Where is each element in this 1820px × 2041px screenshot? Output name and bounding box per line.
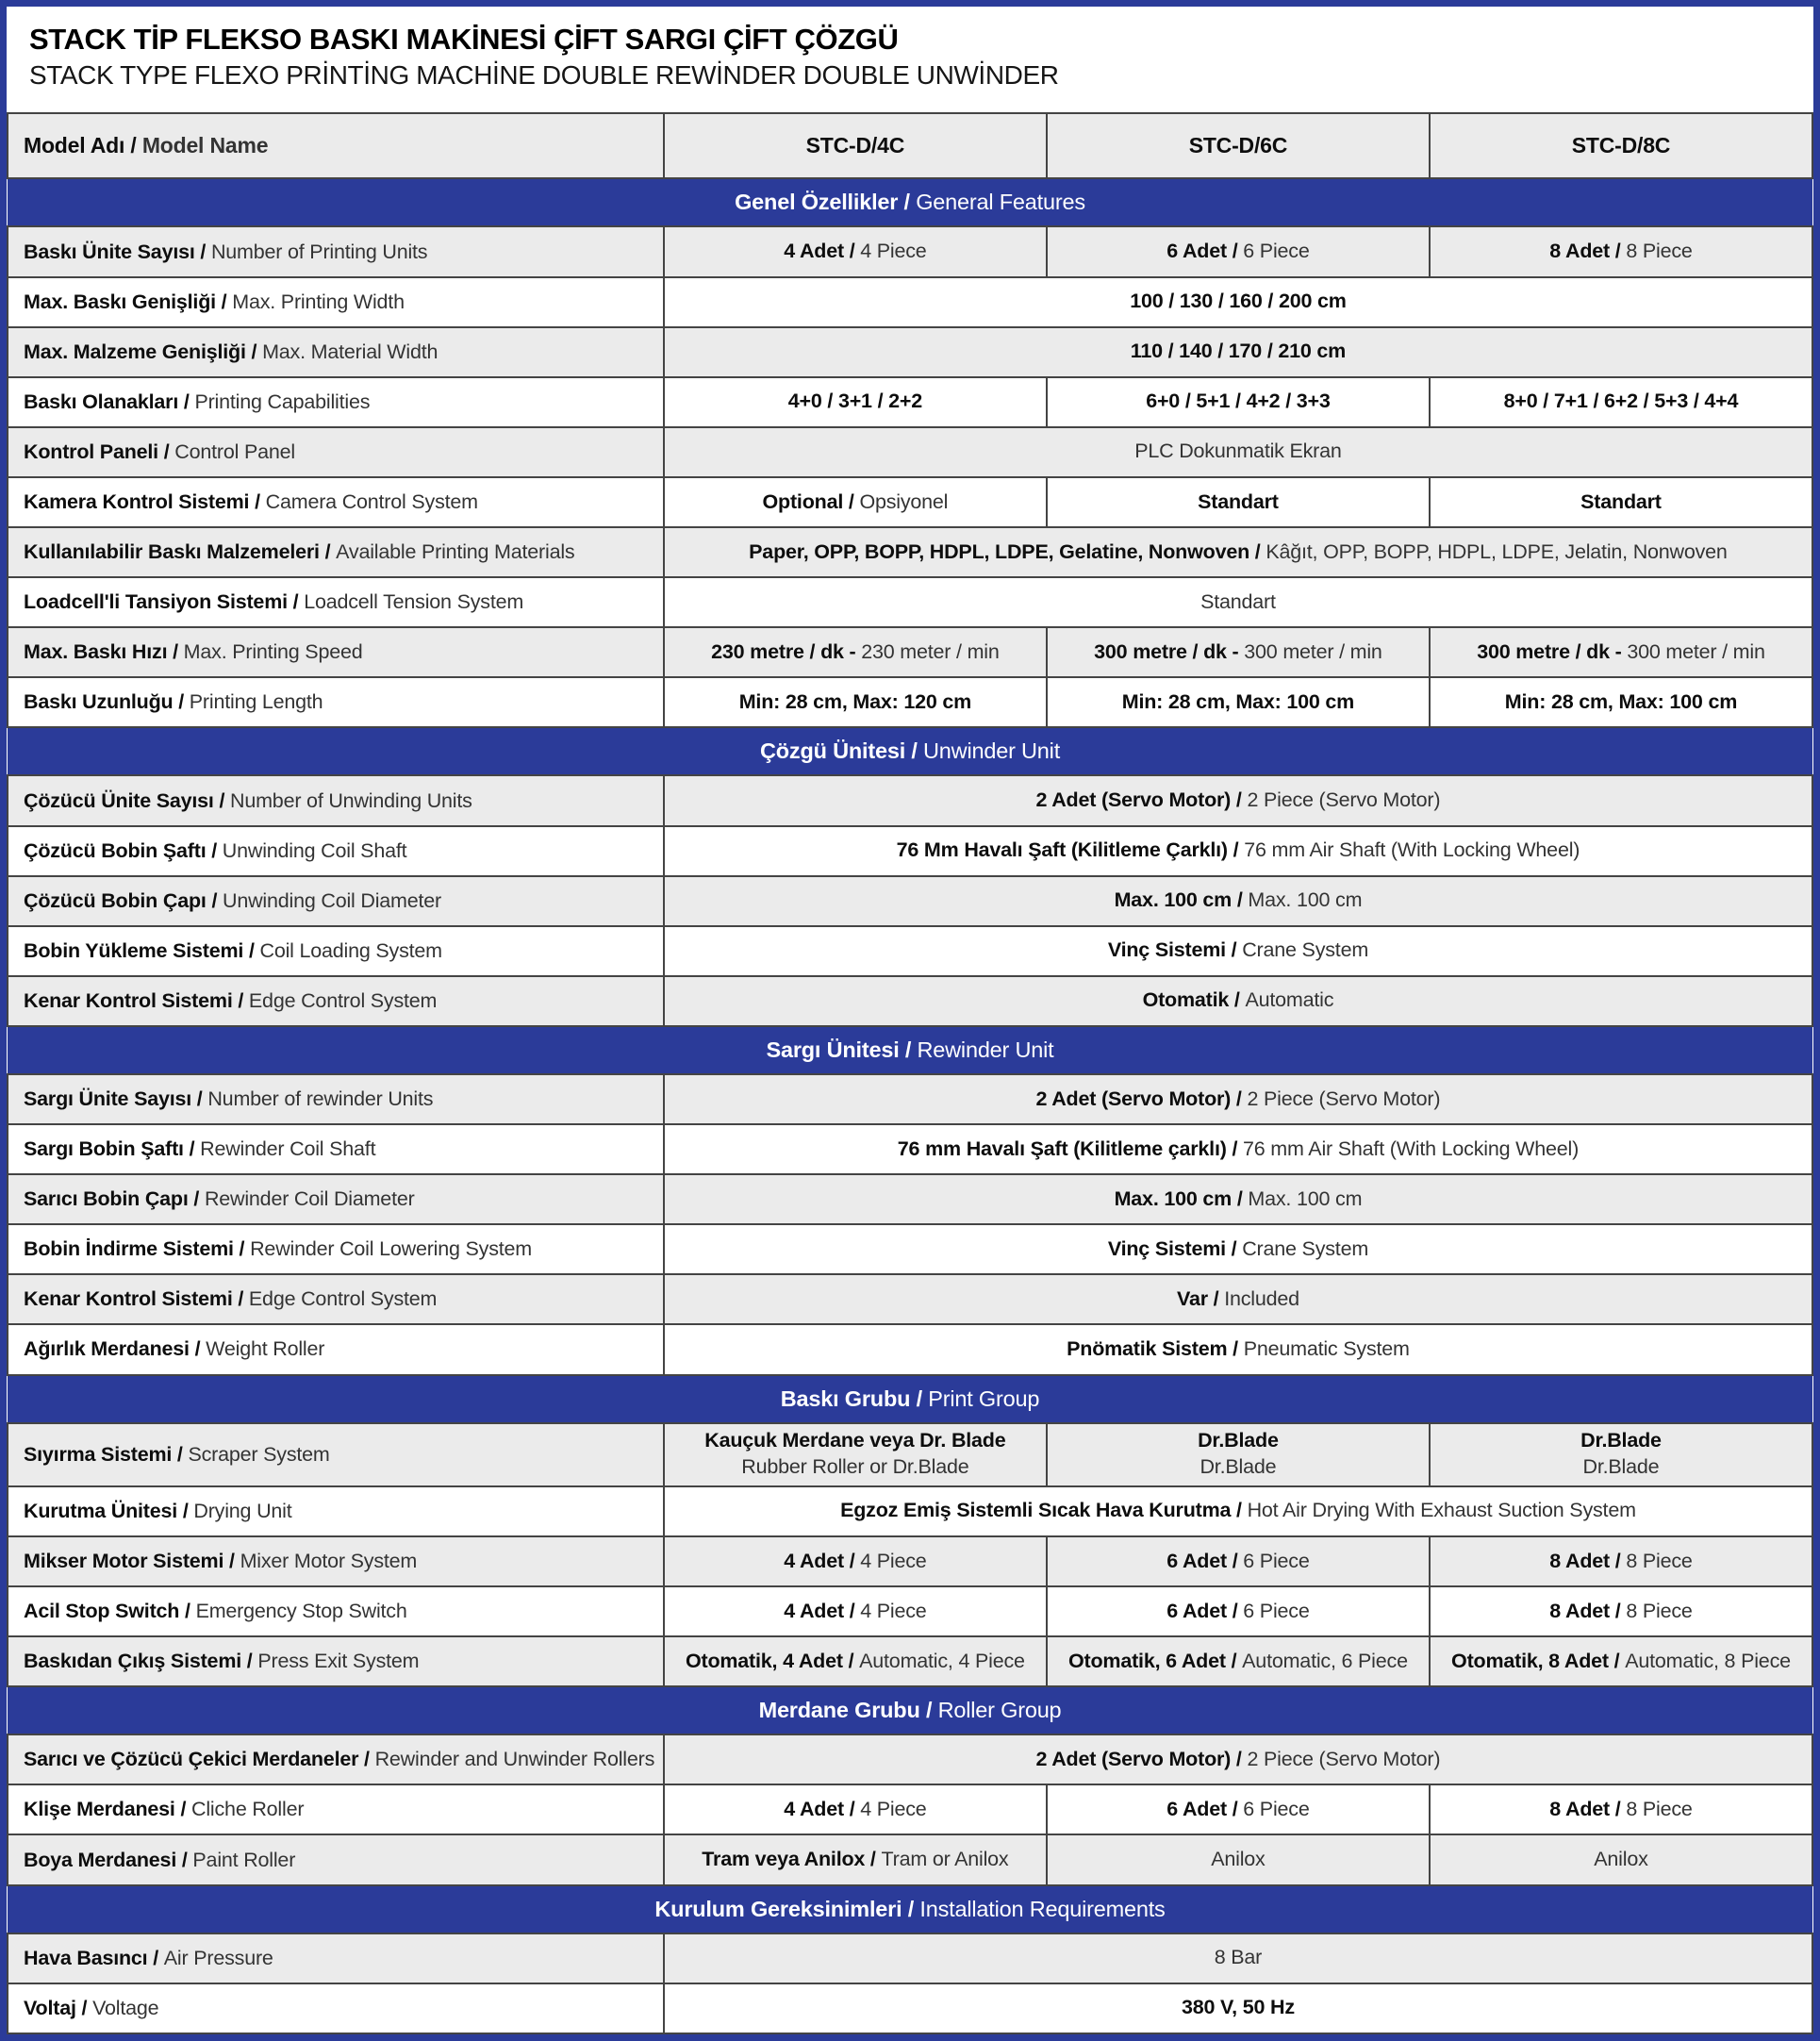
row-label-cell: Max. Baskı Genişliği / Max. Printing Width — [8, 277, 664, 327]
value-line: Anilox — [1211, 1848, 1266, 1871]
spec-row — [8, 577, 1812, 627]
row-label-cell: Sargı Bobin Şaftı / Rewinder Coil Shaft — [8, 1124, 664, 1174]
value-cell — [1430, 377, 1812, 427]
value-cell — [664, 1174, 1812, 1224]
row-label-cell: Kenar Kontrol Sistemi / Edge Control System — [8, 1274, 664, 1324]
section-title: Kurulum Gereksinimleri / Installation Requirements — [8, 1885, 1812, 1933]
section-header-row — [8, 1686, 1812, 1734]
value-cell — [664, 1933, 1812, 1983]
value-cell — [1047, 377, 1430, 427]
spec-row — [8, 1486, 1812, 1536]
value-cell — [1430, 627, 1812, 677]
spec-row — [8, 1834, 1812, 1884]
spec-row — [8, 1734, 1812, 1784]
value-cell — [664, 277, 1812, 327]
spec-row — [8, 627, 1812, 677]
value-cell — [664, 1636, 1047, 1686]
value-line: Dr.Blade — [1580, 1429, 1662, 1452]
value-line: Standart — [1580, 490, 1662, 513]
value-line: 4 Adet / 4 Piece — [784, 1549, 927, 1572]
model-name-label-cell: Model Adı / Model Name — [8, 113, 664, 178]
value-line: Paper, OPP, BOPP, HDPL, LDPE, Gelatine, Nonwoven / Kâğıt, OPP, BOPP, HDPL, LDPE, Jelatin, Nonwoven — [749, 539, 1728, 563]
spec-row — [8, 876, 1812, 926]
value-cell — [664, 527, 1812, 577]
section-header-row — [8, 178, 1812, 226]
section-title: Genel Özellikler / General Features — [8, 178, 1812, 226]
spec-row — [8, 1224, 1812, 1274]
section-title: Merdane Grubu / Roller Group — [8, 1686, 1812, 1734]
spec-row — [8, 477, 1812, 527]
spec-row — [8, 1636, 1812, 1686]
row-label-cell: Loadcell'li Tansiyon Sistemi / Loadcell Tension System — [8, 577, 664, 627]
spec-row — [8, 1983, 1812, 2033]
value-line: Dr.Blade — [1582, 1455, 1660, 1479]
row-label-cell: Hava Basıncı / Air Pressure — [8, 1933, 664, 1983]
row-label-cell: Bobin Yükleme Sistemi / Coil Loading System — [8, 926, 664, 976]
page-title-turkish: STACK TİP FLEKSO BASKI MAKİNESİ ÇİFT SARGI ÇİFT ÇÖZGÜ — [29, 23, 899, 56]
value-cell — [1430, 1636, 1812, 1686]
row-label-cell: Sargı Ünite Sayısı / Number of rewinder Units — [8, 1074, 664, 1124]
model-column-header: STC-D/8C — [1430, 113, 1812, 178]
value-line: Vinç Sistemi / Crane System — [1107, 1236, 1369, 1260]
spec-row — [8, 1324, 1812, 1374]
value-cell — [664, 1486, 1812, 1536]
value-line: 8 Adet / 8 Piece — [1549, 1797, 1693, 1820]
spec-row — [8, 976, 1812, 1026]
model-header-row — [8, 113, 1812, 178]
value-line: 300 metre / dk - 300 meter / min — [1477, 639, 1765, 663]
value-line: 4+0 / 3+1 / 2+2 — [787, 390, 923, 413]
row-label-cell: Kurutma Ünitesi / Drying Unit — [8, 1486, 664, 1536]
value-cell — [1430, 226, 1812, 276]
spec-row — [8, 1274, 1812, 1324]
value-cell — [664, 1834, 1047, 1884]
value-line: 2 Adet (Servo Motor) / 2 Piece (Servo Motor) — [1035, 1087, 1441, 1110]
value-cell — [664, 327, 1812, 377]
value-cell — [664, 976, 1812, 1026]
spec-table-body — [8, 113, 1812, 2033]
value-cell — [664, 1423, 1047, 1486]
value-cell — [1047, 627, 1430, 677]
row-label-cell: Kontrol Paneli / Control Panel — [8, 427, 664, 477]
value-cell — [664, 1983, 1812, 2033]
value-line: 8+0 / 7+1 / 6+2 / 5+3 / 4+4 — [1503, 390, 1739, 413]
value-cell — [1047, 477, 1430, 527]
spec-row — [8, 826, 1812, 876]
value-line: Pnömatik Sistem / Pneumatic System — [1067, 1337, 1410, 1361]
row-label-cell: Mikser Motor Sistemi / Mixer Motor System — [8, 1536, 664, 1586]
spec-row — [8, 527, 1812, 577]
value-cell — [664, 226, 1047, 276]
value-cell — [664, 377, 1047, 427]
value-line: Otomatik, 8 Adet / Automatic, 8 Piece — [1451, 1649, 1791, 1672]
value-cell — [1430, 1536, 1812, 1586]
value-cell — [664, 775, 1812, 825]
spec-row — [8, 1074, 1812, 1124]
value-line: Standart — [1200, 589, 1276, 613]
value-cell — [664, 826, 1812, 876]
spec-row — [8, 1174, 1812, 1224]
row-label-cell: Max. Baskı Hızı / Max. Printing Speed — [8, 627, 664, 677]
value-line: Min: 28 cm, Max: 120 cm — [738, 689, 972, 713]
spec-row — [8, 1536, 1812, 1586]
value-line: 6 Adet / 6 Piece — [1166, 1797, 1310, 1820]
value-cell — [1047, 677, 1430, 727]
value-cell — [664, 477, 1047, 527]
value-line: Tram veya Anilox / Tram or Anilox — [702, 1848, 1009, 1871]
value-line: Min: 28 cm, Max: 100 cm — [1121, 689, 1355, 713]
value-cell — [664, 1586, 1047, 1636]
spec-row — [8, 1784, 1812, 1834]
row-label-cell: Baskı Ünite Sayısı / Number of Printing Units — [8, 226, 664, 276]
row-label-cell: Ağırlık Merdanesi / Weight Roller — [8, 1324, 664, 1374]
value-line: 8 Adet / 8 Piece — [1549, 1599, 1693, 1622]
value-line: 8 Adet / 8 Piece — [1549, 240, 1693, 263]
value-line: Standart — [1198, 490, 1279, 513]
value-line: 2 Adet (Servo Motor) / 2 Piece (Servo Motor) — [1035, 788, 1441, 812]
row-label-cell: Acil Stop Switch / Emergency Stop Switch — [8, 1586, 664, 1636]
value-cell — [1047, 1536, 1430, 1586]
spec-table — [7, 112, 1813, 2034]
value-line: Var / Included — [1176, 1286, 1299, 1310]
value-line: Max. 100 cm / Max. 100 cm — [1114, 1186, 1363, 1210]
model-column-header: STC-D/4C — [664, 113, 1047, 178]
value-line: 4 Adet / 4 Piece — [784, 1797, 927, 1820]
value-cell — [664, 1536, 1047, 1586]
value-line: Kauçuk Merdane veya Dr. Blade — [704, 1429, 1006, 1452]
value-line: Anilox — [1594, 1848, 1648, 1871]
value-line: Rubber Roller or Dr.Blade — [741, 1455, 969, 1479]
row-label-cell: Kullanılabilir Baskı Malzemeleri / Available Printing Materials — [8, 527, 664, 577]
section-header-row — [8, 1885, 1812, 1933]
value-line: 6 Adet / 6 Piece — [1166, 1599, 1310, 1622]
row-label-cell: Klişe Merdanesi / Cliche Roller — [8, 1784, 664, 1834]
value-cell — [1430, 1586, 1812, 1636]
row-label-cell: Kenar Kontrol Sistemi / Edge Control System — [8, 976, 664, 1026]
row-label-cell: Çözücü Ünite Sayısı / Number of Unwinding Units — [8, 775, 664, 825]
value-line: 230 metre / dk - 230 meter / min — [711, 639, 1000, 663]
value-line: 6 Adet / 6 Piece — [1166, 240, 1310, 263]
spec-row — [8, 1586, 1812, 1636]
spec-row — [8, 1124, 1812, 1174]
value-line: Dr.Blade — [1200, 1455, 1277, 1479]
spec-row — [8, 1933, 1812, 1983]
row-label-cell: Voltaj / Voltage — [8, 1983, 664, 2033]
row-label-cell: Max. Malzeme Genişliği / Max. Material Width — [8, 327, 664, 377]
value-line: 8 Adet / 8 Piece — [1549, 1549, 1693, 1572]
value-cell — [664, 577, 1812, 627]
row-label-cell: Boya Merdanesi / Paint Roller — [8, 1834, 664, 1884]
spec-row — [8, 926, 1812, 976]
section-title: Sargı Ünitesi / Rewinder Unit — [8, 1026, 1812, 1074]
spec-row — [8, 775, 1812, 825]
value-cell — [664, 1274, 1812, 1324]
value-cell — [1047, 226, 1430, 276]
spec-row — [8, 277, 1812, 327]
row-label-cell: Sıyırma Sistemi / Scraper System — [8, 1423, 664, 1486]
value-line: Vinç Sistemi / Crane System — [1107, 938, 1369, 962]
section-header-row — [8, 1026, 1812, 1074]
value-cell — [1430, 1784, 1812, 1834]
row-label-cell: Baskı Olanakları / Printing Capabilities — [8, 377, 664, 427]
value-cell — [664, 1734, 1812, 1784]
spec-row — [8, 226, 1812, 276]
value-line: PLC Dokunmatik Ekran — [1134, 440, 1342, 463]
page-title — [7, 7, 1813, 112]
row-label-cell: Baskı Uzunluğu / Printing Length — [8, 677, 664, 727]
row-label-cell: Çözücü Bobin Çapı / Unwinding Coil Diameter — [8, 876, 664, 926]
value-line: Dr.Blade — [1198, 1429, 1279, 1452]
section-title: Çözgü Ünitesi / Unwinder Unit — [8, 727, 1812, 775]
row-label-cell: Çözücü Bobin Şaftı / Unwinding Coil Shaft — [8, 826, 664, 876]
value-line: 76 mm Havalı Şaft (Kilitleme çarklı) / 76 mm Air Shaft (With Locking Wheel) — [897, 1137, 1580, 1160]
value-cell — [664, 1224, 1812, 1274]
value-line: 300 metre / dk - 300 meter / min — [1094, 639, 1382, 663]
model-name-label-en: Model Name — [141, 133, 269, 158]
page-title-english: STACK TYPE FLEXO PRİNTİNG MACHİNE DOUBLE REWİNDER DOUBLE UNWİNDER — [29, 59, 1059, 90]
row-label-cell: Sarıcı Bobin Çapı / Rewinder Coil Diameter — [8, 1174, 664, 1224]
value-line: Egzoz Emiş Sistemli Sıcak Hava Kurutma / Hot Air Drying With Exhaust Suction System — [840, 1499, 1636, 1522]
value-cell — [1430, 477, 1812, 527]
row-label-cell: Sarıcı ve Çözücü Çekici Merdaneler / Rewinder and Unwinder Rollers — [8, 1734, 664, 1784]
value-cell — [664, 1074, 1812, 1124]
value-line: 380 V, 50 Hz — [1181, 1996, 1295, 2019]
value-cell — [1047, 1636, 1430, 1686]
model-column-header: STC-D/6C — [1047, 113, 1430, 178]
row-label-cell: Bobin İndirme Sistemi / Rewinder Coil Lowering System — [8, 1224, 664, 1274]
section-title: Baskı Grubu / Print Group — [8, 1375, 1812, 1423]
value-line: 6+0 / 5+1 / 4+2 / 3+3 — [1146, 390, 1331, 413]
value-line: Max. 100 cm / Max. 100 cm — [1114, 888, 1363, 912]
value-cell — [1047, 1784, 1430, 1834]
value-line: Otomatik / Automatic — [1142, 988, 1334, 1012]
value-cell — [664, 1124, 1812, 1174]
value-cell — [1430, 1834, 1812, 1884]
value-cell — [1430, 1423, 1812, 1486]
value-line: 6 Adet / 6 Piece — [1166, 1549, 1310, 1572]
value-line: Otomatik, 4 Adet / Automatic, 4 Piece — [685, 1649, 1025, 1672]
value-cell — [664, 926, 1812, 976]
value-line: 76 Mm Havalı Şaft (Kilitleme Çarklı) / 76 mm Air Shaft (With Locking Wheel) — [896, 838, 1580, 862]
value-line: 4 Adet / 4 Piece — [784, 240, 927, 263]
value-line: 110 / 140 / 170 / 210 cm — [1130, 340, 1347, 363]
row-label-cell: Baskıdan Çıkış Sistemi / Press Exit System — [8, 1636, 664, 1686]
value-line: 2 Adet (Servo Motor) / 2 Piece (Servo Motor) — [1035, 1747, 1441, 1770]
value-cell — [664, 876, 1812, 926]
value-line: 4 Adet / 4 Piece — [784, 1599, 927, 1622]
spec-row — [8, 327, 1812, 377]
row-label-cell: Kamera Kontrol Sistemi / Camera Control System — [8, 477, 664, 527]
spec-row — [8, 677, 1812, 727]
spec-row — [8, 1423, 1812, 1486]
value-cell — [1047, 1423, 1430, 1486]
spec-row — [8, 377, 1812, 427]
value-cell — [1047, 1586, 1430, 1636]
value-cell — [664, 1324, 1812, 1374]
value-line: 8 Bar — [1214, 1946, 1263, 1969]
value-line: Otomatik, 6 Adet / Automatic, 6 Piece — [1068, 1649, 1408, 1672]
value-cell — [664, 1784, 1047, 1834]
section-header-row — [8, 727, 1812, 775]
value-cell — [1430, 677, 1812, 727]
spec-row — [8, 427, 1812, 477]
value-line: Min: 28 cm, Max: 100 cm — [1504, 689, 1738, 713]
value-cell — [664, 677, 1047, 727]
value-line: Optional / Opsiyonel — [762, 490, 949, 513]
value-line: 100 / 130 / 160 / 200 cm — [1130, 290, 1347, 313]
value-cell — [1047, 1834, 1430, 1884]
section-header-row — [8, 1375, 1812, 1423]
value-cell — [664, 627, 1047, 677]
value-cell — [664, 427, 1812, 477]
